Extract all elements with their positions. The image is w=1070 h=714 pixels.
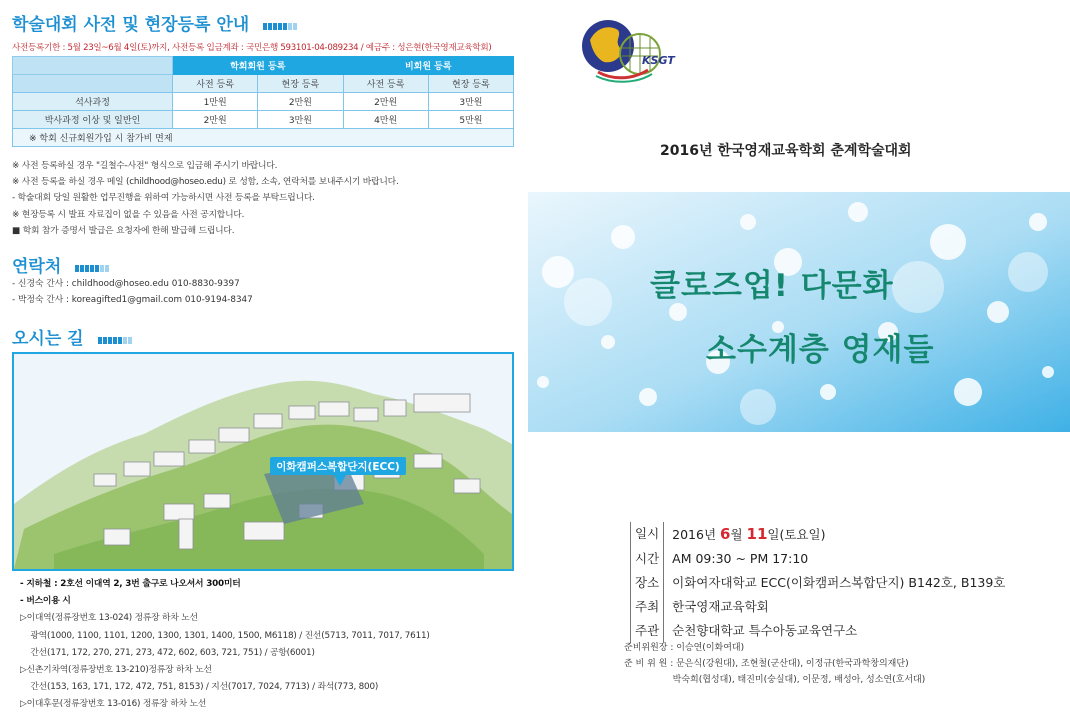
title-bars-decoration — [263, 15, 298, 35]
headline-banner — [528, 192, 1070, 432]
title-bars-decoration — [75, 257, 110, 277]
info-row-time — [630, 547, 1005, 571]
fee-cell: 2만원 — [343, 93, 428, 111]
logo-emblem-icon — [578, 10, 675, 86]
direction-line: 간선(171, 172, 270, 271, 273, 472, 602, 603, 721, 751) / 공항(6001) — [20, 647, 315, 658]
directions-list — [20, 576, 430, 714]
contact-title: 연락처 — [12, 252, 110, 277]
event-info — [630, 522, 1005, 643]
info-value: AM 09:30 ~ PM 17:10 — [672, 551, 809, 566]
subheader: 현장 등록 — [258, 75, 343, 93]
headline-line2: 소수계층 영재들 — [706, 332, 935, 368]
header-blank — [13, 57, 173, 75]
info-label: 일시 — [630, 522, 664, 547]
info-value: 한국영재교육학회 — [672, 599, 769, 614]
note-line: - 학술대회 당일 원활한 업무진행을 위하여 가능하시면 사전 등록을 부탁드립니다. — [12, 193, 315, 204]
title-bars-decoration — [98, 329, 133, 349]
note-line: ■ 학회 참가 증명서 발급은 요청자에 한해 발급해 드립니다. — [12, 225, 235, 236]
info-label: 주관 — [630, 619, 664, 643]
fee-table — [12, 56, 514, 147]
group-nonmember: 비회원 등록 — [343, 57, 514, 75]
table-row — [13, 93, 514, 111]
committee-line: 준 비 위 원 : 문은식(강원대), 조현철(군산대), 이정규(한국과학창의재단) — [624, 659, 909, 669]
info-value: 순천향대학교 특수아동교육연구소 — [672, 623, 858, 638]
conference-title: 2016년 한국영재교육학회 춘계학술대회 — [660, 143, 912, 159]
table-footnote: ※ 학회 신규회원가입 시 참가비 면제 — [13, 129, 514, 147]
committee-list — [624, 640, 925, 688]
committee-line: 준비위원장 : 이승연(이화여대) — [624, 643, 745, 653]
headline-line1: 클로즈업! 다문화 — [650, 268, 894, 304]
banner-bubbles-background — [528, 192, 1070, 432]
campus-map — [12, 352, 514, 571]
note-line: ※ 사전 등록하실 경우 "길철수-사전" 형식으로 입금해 주시기 바랍니다. — [12, 161, 278, 171]
directions-title: 오시는 길 — [12, 324, 133, 349]
contact-line: - 신경숙 간사 : childhood@hoseo.edu 010-8830-9397 — [12, 279, 240, 289]
info-row-venue — [630, 571, 1005, 595]
contact-line: - 박정숙 간사 : koreagifted1@gmail.com 010-9194-8347 — [12, 295, 253, 305]
subheader: 사전 등록 — [173, 75, 258, 93]
info-label: 시간 — [630, 547, 664, 571]
info-label: 주최 — [630, 595, 664, 619]
info-label: 장소 — [630, 571, 664, 595]
registration-deadline: 사전등록기한 : 5월 23일~6월 4일(토)까지, 사전등록 입금계좌 : 국민은행 593101-04-089234 / 예금주 : 성은현(한국영재교육학회) — [12, 43, 492, 53]
subheader: 현장 등록 — [428, 75, 513, 93]
table-row — [13, 111, 514, 129]
info-row-host — [630, 595, 1005, 619]
direction-line: ▷이대역(정류장번호 13-024) 정류장 하차 노선 — [20, 613, 198, 624]
direction-line: ▷이대후문(정류장번호 13-016) 정류장 하차 노선 — [20, 699, 207, 710]
row-label: 박사과정 이상 및 일반인 — [13, 111, 173, 129]
registration-title: 학술대회 사전 및 현장등록 안내 — [12, 10, 298, 35]
fee-cell: 3만원 — [258, 111, 343, 129]
note-line: ※ 현장등록 시 발표 자료집이 없을 수 있음을 사전 공지합니다. — [12, 209, 245, 220]
row-label: 석사과정 — [13, 93, 173, 111]
fee-cell: 2만원 — [173, 111, 258, 129]
note-line: ※ 사전 등록을 하실 경우 메일 (childhood@hoseo.edu) 로 성함, 소속, 연락처를 보내주시기 바랍니다. — [12, 177, 399, 188]
direction-line: ▷신촌기차역(정류장번호 13-210)정류장 하차 노선 — [20, 665, 212, 676]
fee-cell: 2만원 — [258, 93, 343, 111]
fee-cell: 5만원 — [428, 111, 513, 129]
direction-line: 광역(1000, 1100, 1101, 1200, 1300, 1301, 1400, 1500, M6118) / 진선(5713, 7011, 7017, 7611) — [20, 630, 430, 641]
info-row-date — [630, 522, 1005, 547]
subheader: 사전 등록 — [343, 75, 428, 93]
registration-notes — [12, 158, 399, 239]
committee-line: 박숙희(협성대), 태진미(숭실대), 이문정, 배성아, 성소연(호서대) — [624, 675, 926, 685]
fee-cell: 3만원 — [428, 93, 513, 111]
direction-line: - 지하철 : 2호선 이대역 2, 3번 출구로 나오셔서 300미터 — [20, 579, 241, 589]
contact-list — [12, 276, 253, 308]
ksgt-logo — [578, 10, 675, 86]
direction-line: 간선(153, 163, 171, 172, 472, 751, 8153) / 지선(7017, 7024, 7713) / 좌석(773, 800) — [20, 682, 379, 693]
group-member: 학회회원 등록 — [173, 57, 344, 75]
fee-cell: 1만원 — [173, 93, 258, 111]
map-ecc-label: 이화캠퍼스복합단지(ECC) — [276, 461, 400, 473]
info-value: 2016년 6월 11일(토요일) — [672, 525, 826, 543]
direction-line: - 버스이용 시 — [20, 596, 71, 607]
fee-cell: 4만원 — [343, 111, 428, 129]
logo-text: KSGT — [642, 54, 675, 67]
info-value: 이화여자대학교 ECC(이화캠퍼스복합단지) B142호, B139호 — [672, 575, 1006, 590]
campus-map-illustration — [14, 354, 512, 569]
